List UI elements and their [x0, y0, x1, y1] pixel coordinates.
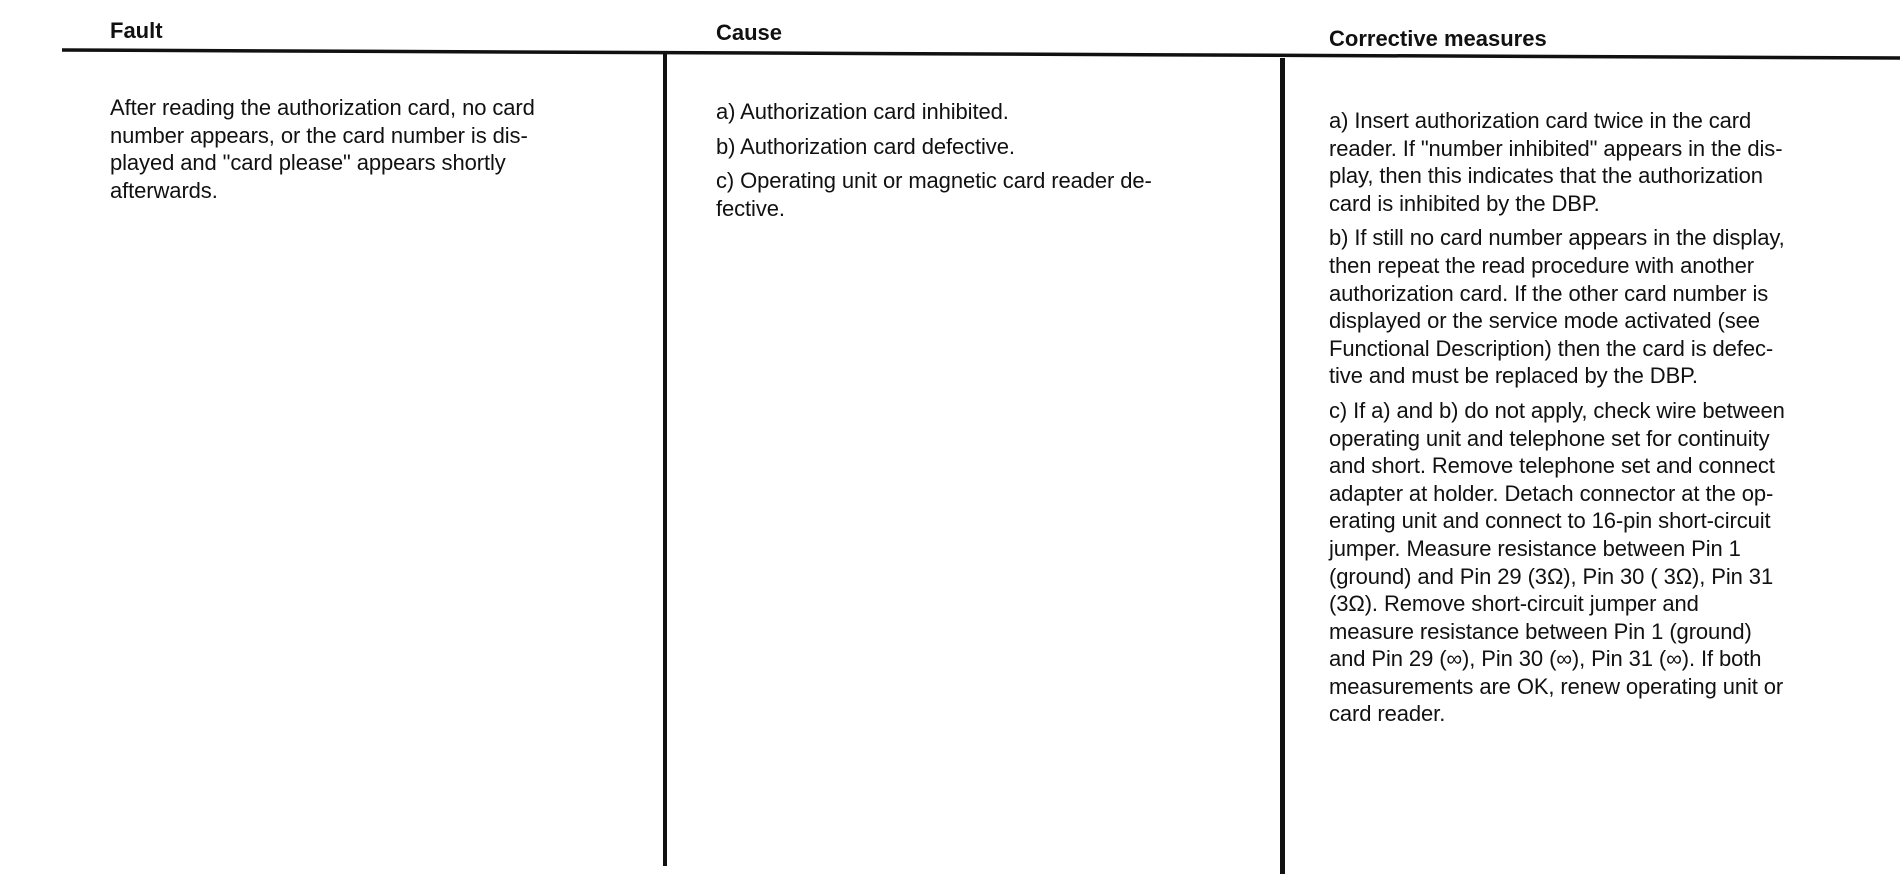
header-rule — [62, 48, 1900, 98]
cause-cell — [716, 98, 1256, 229]
corrective-measures-cell — [1329, 107, 1889, 735]
cause-text-line: b) Authorization card defective. — [716, 133, 1015, 159]
measure-text-line: Functional Description) then the card is defec- — [1329, 335, 1774, 361]
fault-text-line: After reading the authorization card, no card — [110, 95, 535, 120]
column-divider-cause-measures — [1280, 58, 1285, 874]
fault-cell — [110, 94, 640, 204]
fault-text-line: afterwards. — [110, 177, 218, 203]
measure-text-line: measurements are OK, renew operating unit or — [1329, 673, 1784, 699]
measure-text-line: and short. Remove telephone set and connect — [1329, 453, 1775, 479]
corrective-measures-column-header: Corrective measures — [1329, 26, 1547, 51]
cause-column-header: Cause — [716, 20, 783, 45]
fault-text-line: played and "card please" appears shortly — [110, 150, 506, 176]
corrective-measure-item — [1329, 397, 1889, 728]
corrective-measure-item — [1329, 224, 1889, 390]
measure-text-line: (3Ω). Remove short-circuit jumper and — [1329, 591, 1699, 617]
fault-column-header: Fault — [110, 18, 163, 43]
measure-text-line: authorization card. If the other card number is — [1329, 280, 1769, 306]
measure-text-line: erating unit and connect to 16-pin short-circuit — [1329, 508, 1771, 534]
measure-text-line: reader. If "number inhibited" appears in the dis- — [1329, 135, 1783, 161]
measure-text-line: (ground) and Pin 29 (3Ω), Pin 30 ( 3Ω), Pin 31 — [1329, 563, 1774, 589]
cause-item — [716, 133, 1256, 161]
cause-text-line: c) Operating unit or magnetic card reader de- — [716, 168, 1152, 194]
cause-text-line: fective. — [716, 195, 785, 221]
measure-text-line: jumper. Measure resistance between Pin 1 — [1329, 535, 1741, 561]
measure-text-line: tive and must be replaced by the DBP. — [1329, 363, 1698, 389]
measure-text-line: c) If a) and b) do not apply, check wire between — [1329, 397, 1785, 423]
measure-text-line: then repeat the read procedure with another — [1329, 252, 1754, 278]
measure-text-line: and Pin 29 (∞), Pin 30 (∞), Pin 31 (∞). If both — [1329, 646, 1762, 672]
measure-text-line: operating unit and telephone set for continuity — [1329, 425, 1770, 451]
measure-text-line: measure resistance between Pin 1 (ground) — [1329, 618, 1752, 644]
measure-text-line: b) If still no card number appears in the display, — [1329, 225, 1785, 251]
cause-text-line: a) Authorization card inhibited. — [716, 99, 1009, 124]
measure-text-line: card is inhibited by the DBP. — [1329, 190, 1600, 216]
corrective-measure-item — [1329, 107, 1889, 217]
measure-text-line: play, then this indicates that the authorization — [1329, 163, 1763, 189]
measure-text-line: displayed or the service mode activated (see — [1329, 308, 1760, 334]
measure-text-line: a) Insert authorization card twice in the card — [1329, 108, 1752, 133]
fault-text-line: number appears, or the card number is dis- — [110, 122, 528, 148]
column-divider-fault-cause — [663, 52, 667, 866]
cause-item — [716, 98, 1256, 126]
cause-item — [716, 167, 1256, 222]
measure-text-line: adapter at holder. Detach connector at the op- — [1329, 480, 1774, 506]
measure-text-line: card reader. — [1329, 701, 1446, 727]
